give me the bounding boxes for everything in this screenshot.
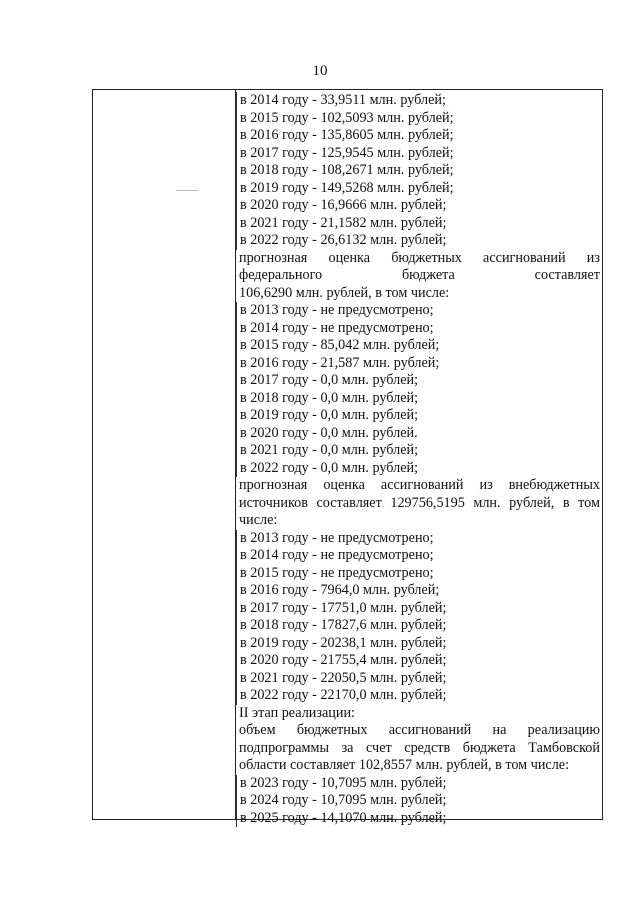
text-word: ассигнований: [388, 722, 472, 738]
text-word: средств: [404, 739, 451, 756]
text-line-content: в 2013 году - не предусмотрено;: [240, 302, 434, 318]
text-line-content: в 2022 году - 22170,0 млн. рублей;: [240, 687, 447, 703]
text-line: [236, 547, 602, 565]
text-line: [236, 355, 602, 373]
text-line-content: в 2017 году - 0,0 млн. рублей;: [240, 372, 419, 388]
text-word: прогнозная: [239, 477, 308, 493]
text-line-content: в 2019 году - 20238,1 млн. рублей;: [240, 634, 447, 651]
text-word: бюджетных: [296, 722, 368, 738]
table-left-cell: [93, 90, 236, 819]
text-line-content: в 2023 году - 10,7095 млн. рублей;: [240, 774, 447, 791]
text-word: составляет: [316, 494, 382, 511]
text-line-content: в 2020 году - 0,0 млн. рублей.: [240, 424, 418, 441]
text-line: [236, 810, 602, 828]
text-line-content: в 2014 году - не предусмотрено;: [240, 319, 434, 336]
text-line-content: в 2019 году - 149,5268 млн. рублей;: [240, 179, 454, 196]
text-word: реализацию: [527, 722, 600, 738]
text-word: из: [479, 477, 493, 493]
text-word: источников: [239, 494, 308, 511]
text-line-content: в 2015 году - не предусмотрено;: [240, 564, 434, 581]
text-line: [236, 442, 602, 460]
text-word: млн.: [473, 494, 501, 511]
text-line-content: в 2021 году - 0,0 млн. рублей;: [240, 442, 419, 458]
document-table: [92, 89, 603, 826]
text-line: [236, 390, 602, 408]
text-line: [236, 757, 602, 775]
text-line: [236, 740, 602, 758]
text-word: в: [562, 494, 570, 511]
text-line: [236, 180, 602, 198]
text-line: [236, 722, 602, 740]
text-line: [236, 197, 602, 215]
text-line-content: в 2016 году - 7964,0 млн. рублей;: [240, 582, 440, 598]
text-line-content: в 2017 году - 125,9545 млн. рублей;: [240, 144, 454, 161]
text-line: [236, 232, 602, 250]
text-line: [236, 705, 602, 723]
text-line-content: II этап реализации:: [239, 704, 355, 721]
text-line: [236, 92, 602, 110]
text-line: [236, 285, 602, 303]
text-word: оценка: [323, 477, 365, 493]
text-line-content: в 2024 году - 10,7095 млн. рублей;: [240, 792, 447, 808]
text-line: [236, 512, 602, 530]
text-word: бюджета: [401, 267, 455, 283]
text-line-content: области составляет 102,8557 млн. рублей, в том числе:: [239, 757, 570, 773]
text-line: [236, 477, 602, 495]
text-word: составляет: [534, 267, 600, 283]
text-line: [236, 792, 602, 810]
text-line-content: в 2014 году - не предусмотрено;: [240, 547, 434, 563]
text-line: [236, 582, 602, 600]
text-line: [236, 267, 602, 285]
text-line: [236, 670, 602, 688]
text-line: [236, 372, 602, 390]
text-line: [236, 425, 602, 443]
text-line: [236, 652, 602, 670]
text-line-content: в 2016 году - 21,587 млн. рублей;: [240, 354, 440, 371]
text-line: [236, 687, 602, 705]
text-word: бюджетных: [391, 249, 462, 266]
text-line: [236, 775, 602, 793]
text-line-content: 106,6290 млн. рублей, в том числе:: [239, 284, 450, 301]
text-line-content: в 2015 году - 85,042 млн. рублей;: [240, 337, 440, 353]
text-word: объем: [239, 722, 276, 738]
text-line: [236, 617, 602, 635]
text-word: том: [578, 494, 600, 511]
table-right-cell: [236, 90, 602, 826]
text-word: федерального: [239, 267, 323, 283]
text-line-content: в 2019 году - 0,0 млн. рублей;: [240, 407, 419, 423]
text-line-content: в 2018 году - 108,2671 млн. рублей;: [240, 162, 454, 178]
text-line-content: в 2016 году - 135,8605 млн. рублей;: [240, 127, 454, 143]
text-line: [236, 320, 602, 338]
text-word: ассигнований: [380, 477, 464, 493]
text-line-content: в 2020 году - 21755,4 млн. рублей;: [240, 652, 447, 668]
text-line: [236, 162, 602, 180]
text-word: ассигнований: [483, 249, 566, 266]
text-line-content: в 2022 году - 26,6132 млн. рублей;: [240, 232, 447, 248]
text-line-content: в 2020 году - 16,9666 млн. рублей;: [240, 197, 447, 213]
text-line: [236, 460, 602, 478]
text-word: прогнозная: [239, 249, 308, 266]
text-line: [236, 145, 602, 163]
text-line: [236, 565, 602, 583]
text-line: [236, 250, 602, 268]
text-word: Тамбовской: [528, 739, 600, 756]
text-word: бюджета: [462, 739, 516, 756]
text-line: [236, 530, 602, 548]
text-line: [236, 127, 602, 145]
text-line-content: в 2021 году - 21,1582 млн. рублей;: [240, 214, 447, 231]
text-word: 129756,5195: [390, 494, 465, 511]
text-word: внебюджетных: [508, 477, 600, 493]
text-line-content: числе:: [239, 512, 278, 528]
text-line: [236, 600, 602, 618]
text-line-content: в 2018 году - 17827,6 млн. рублей;: [240, 617, 447, 633]
text-word: подпрограммы: [239, 739, 329, 756]
text-word: оценка: [328, 249, 371, 266]
text-line: [236, 110, 602, 128]
text-word: на: [492, 722, 507, 738]
text-line-content: в 2021 году - 22050,5 млн. рублей;: [240, 669, 447, 686]
text-line: [236, 337, 602, 355]
text-line-content: в 2015 году - 102,5093 млн. рублей;: [240, 109, 454, 126]
text-line-content: в 2014 году - 33,9511 млн. рублей;: [240, 92, 446, 108]
text-line-content: в 2013 году - не предусмотрено;: [240, 529, 434, 546]
text-word: за: [341, 739, 354, 756]
text-line: [236, 635, 602, 653]
text-word: рублей,: [509, 494, 555, 511]
text-word: счет: [366, 739, 392, 756]
page-number: 10: [312, 63, 328, 79]
text-line: [236, 302, 602, 320]
text-line: [236, 215, 602, 233]
text-line-content: в 2022 году - 0,0 млн. рублей;: [240, 459, 419, 476]
text-line-content: в 2017 году - 17751,0 млн. рублей;: [240, 599, 447, 616]
text-line-content: в 2018 году - 0,0 млн. рублей;: [240, 389, 419, 406]
text-line: [236, 495, 602, 513]
text-line-content: в 2025 году - 14,1070 млн. рублей;: [240, 809, 447, 826]
text-line: [236, 407, 602, 425]
text-word: из: [586, 249, 600, 266]
